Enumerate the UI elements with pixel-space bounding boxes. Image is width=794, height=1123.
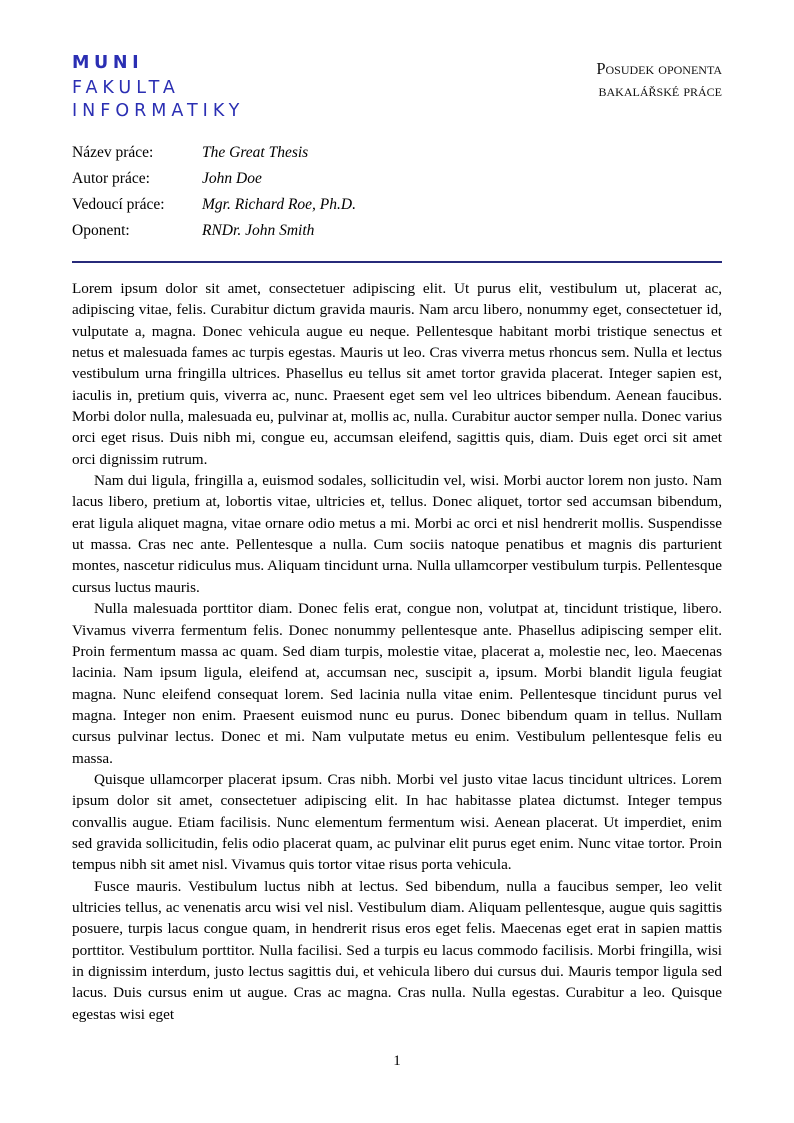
- document-kind-line-2: bakalářské práce: [598, 80, 722, 100]
- review-body: [72, 278, 722, 1025]
- header-divider-rule: [72, 261, 722, 263]
- metadata-value-title: The Great Thesis: [202, 144, 309, 161]
- muni-fi-logo: [72, 55, 244, 121]
- masthead: [72, 55, 722, 147]
- table-row: [72, 170, 722, 196]
- body-paragraph: Fusce mauris. Vestibulum luctus nibh at lectus. Sed bibendum, nulla a faucibus semper, leo velit ultricies tellus, ac venenatis arcu wisi vel nisl. Vestibulum diam. Aliquam pellentesque, augue quis sagittis posuere, turpis lacus congue quam, in hendrerit risus eros eget felis. Maecenas eget erat in sapien mattis porttitor. Vestibulum porttitor. Nulla facilisi. Sed a turpis eu lacus commodo facilisis. Morbi fringilla, wisi in dignissim interdum, justo lectus sagittis dui, et vehicula libero dui cursus dui. Mauris tempor ligula sed lacus. Duis cursus enim ut augue. Cras ac magna. Cras nulla. Nulla egestas. Curabitur a leo. Quisque egestas wisi eget: [72, 877, 722, 1023]
- logo-line-informatiky: INFORMATIKY: [72, 101, 245, 121]
- table-row: [72, 196, 722, 222]
- body-paragraph: Quisque ullamcorper placerat ipsum. Cras nibh. Morbi vel justo vitae lacus tincidunt ultrices. Lorem ipsum dolor sit amet, consectetuer adipiscing elit. In hac habitasse platea dictumst. Integer tempus convallis augue. Etiam facilisis. Nunc elementum fermentum wisi. Aenean placerat. Ut imperdiet, enim sed gravida sollicitudin, felis odio placerat quam, ac pulvinar elit purus eget enim. Nunc vitae tortor. Proin tempus nibh sit amet nisl. Vivamus quis tortor vitae risus porta vehicula.: [72, 770, 722, 874]
- body-paragraph: Lorem ipsum dolor sit amet, consectetuer adipiscing elit. Ut purus elit, vestibulum ut, placerat ac, adipiscing vitae, felis. Curabitur dictum gravida mauris. Nam arcu libero, nonummy eget, consectetuer id, vulputate a, magna. Donec vehicula augue eu neque. Pellentesque habitant morbi tristique senectus et netus et malesuada fames ac turpis egestas. Mauris ut leo. Cras viverra metus rhoncus sem. Nulla et lectus vestibulum urna fringilla ultrices. Phasellus eu tellus sit amet tortor gravida placerat. Integer sapien est, iaculis in, pretium quis, viverra ac, nunc. Praesent eget sem vel leo ultrices bibendum. Aenean faucibus. Morbi dolor nulla, malesuada eu, pulvinar at, mollis ac, nulla. Curabitur auctor semper nulla. Donec varius orci eget risus. Duis nibh mi, congue eu, accumsan eleifend, sagittis quis, diam. Duis eget orci sit amet orci dignissim rutrum.: [72, 280, 722, 468]
- logo-line-fakulta: FAKULTA: [72, 77, 180, 98]
- metadata-value-author: John Doe: [202, 170, 262, 187]
- document-kind-line-1: Posudek oponenta: [596, 59, 722, 78]
- metadata-label-opponent: Oponent:: [72, 222, 130, 239]
- metadata-value-supervisor: Mgr. Richard Roe, Ph.D.: [202, 196, 356, 213]
- metadata-value-opponent: RNDr. John Smith: [202, 222, 315, 239]
- document-kind-heading: [596, 58, 722, 102]
- metadata-label-supervisor: Vedoucí práce:: [72, 196, 165, 213]
- body-paragraph: Nulla malesuada porttitor diam. Donec felis erat, congue non, volutpat at, tincidunt tristique, libero. Vivamus viverra fermentum felis. Donec nonummy pellentesque ante. Phasellus adipiscing semper elit. Proin fermentum massa ac quam. Sed diam turpis, molestie vitae, placerat a, molestie nec, leo. Maecenas lacinia. Nam ipsum ligula, eleifend at, accumsan nec, suscipit a, ipsum. Morbi blandit ligula feugiat magna. Nunc eleifend consequat lorem. Sed lacinia nulla vitae enim. Pellentesque tincidunt purus vel magna. Integer non enim. Praesent euismod nunc eu purus. Donec bibendum quam in tellus. Nullam cursus pulvinar lectus. Donec et mi. Nam vulputate metus eu enim. Vestibulum pellentesque felis eu massa.: [72, 600, 722, 767]
- thesis-metadata-table: [72, 144, 722, 248]
- metadata-label-title: Název práce:: [72, 144, 154, 161]
- body-paragraph: Nam dui ligula, fringilla a, euismod sodales, sollicitudin vel, wisi. Morbi auctor lorem non justo. Nam lacus libero, pretium at, lobortis vitae, ultricies et, tellus. Donec aliquet, tortor sed accumsan bibendum, erat ligula aliquet magna, vitae ornare odio metus a mi. Morbi ac orci et nisl hendrerit mollis. Suspendisse ut massa. Cras nec ante. Pellentesque a nulla. Cum sociis natoque penatibus et magnis dis parturient montes, nascetur ridiculus mus. Aliquam tincidunt urna. Nulla ullamcorper vestibulum turpis. Pellentesque cursus luctus mauris.: [72, 472, 722, 596]
- page-number: 1: [393, 1053, 401, 1069]
- logo-line-muni: MUNI: [72, 53, 144, 73]
- metadata-label-author: Autor práce:: [72, 170, 150, 187]
- table-row: [72, 144, 722, 170]
- table-row: [72, 222, 722, 248]
